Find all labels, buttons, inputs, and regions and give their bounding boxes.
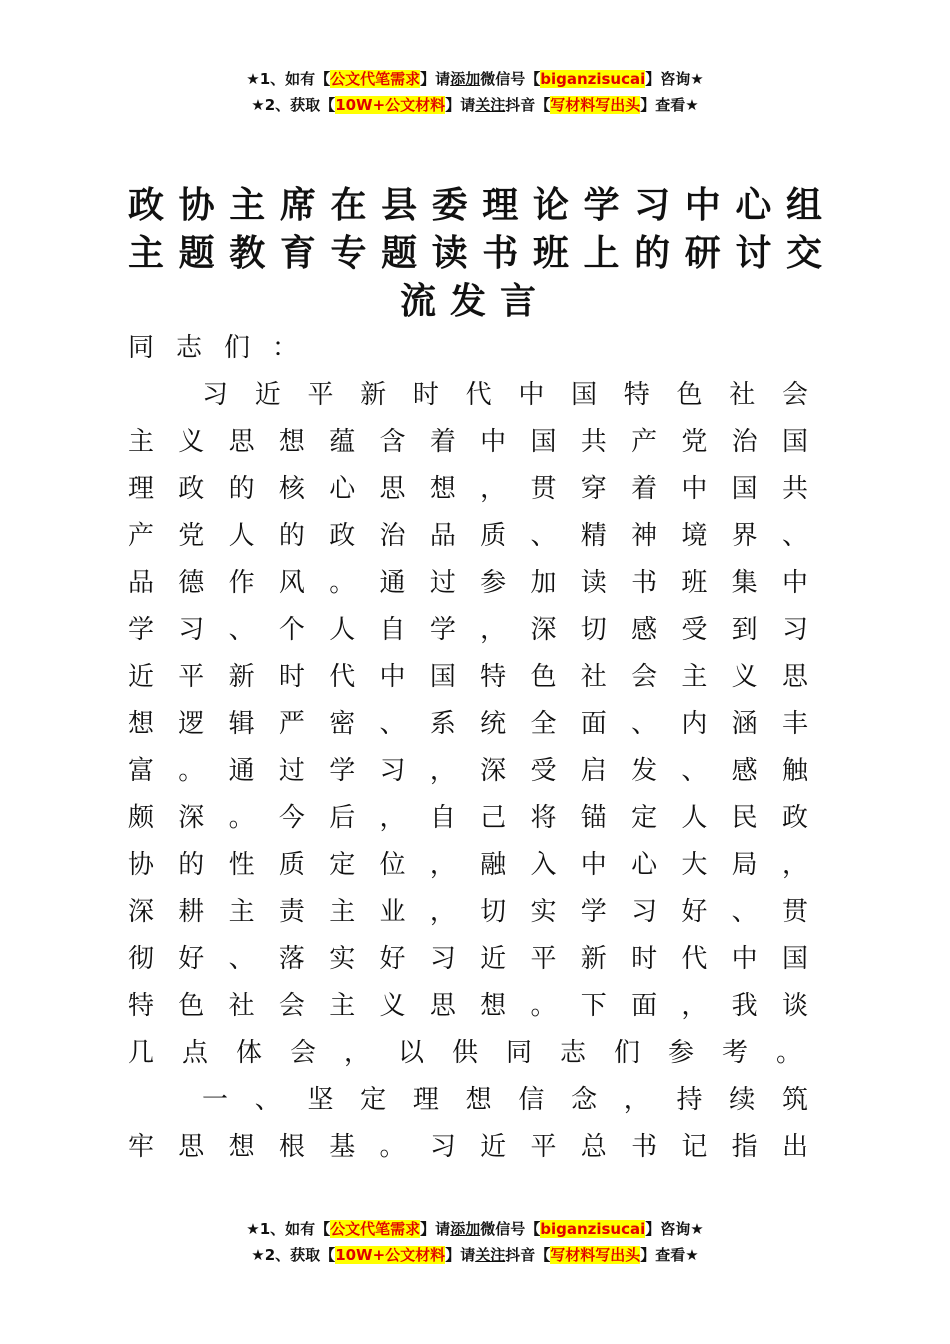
banner-highlight: 公文代笔需求 [330,1220,421,1238]
banner-highlight: 10W+公文材料 [335,1246,446,1264]
banner-text: 】请 [420,1220,451,1238]
document-title [128,182,822,326]
body-line: 学习、个人自学，深切感受到习 [128,615,808,645]
body-line: 牢思想根基。习近平总书记指出 [128,1132,808,1162]
banner-line-1 [0,1216,950,1242]
banner-text: ★2、获取【 [251,96,336,114]
body-line: 习近平新时代中国特色社会 [202,380,808,410]
body-line: 彻好、落实好习近平新时代中国 [128,944,808,974]
banner-text: 微信号【 [480,1220,541,1238]
banner-text: 】查看★ [640,1246,699,1264]
body-line: 几点体会，以供同志们参考。 [128,1038,831,1068]
banner-highlight: biganzisucai [540,70,646,88]
body-line: 想逻辑严密、系统全面、内涵丰 [128,709,808,739]
body-line: 近平新时代中国特色社会主义思 [128,662,808,692]
banner-highlight: 写材料写出头 [550,1246,641,1264]
title-line: 政协主席在县委理论学习中心组 [128,185,822,226]
banner-underline: 关注 [475,96,506,114]
banner-underline: 添加 [450,1220,481,1238]
banner-text: 】请 [445,96,476,114]
banner-text: 微信号【 [480,70,541,88]
body-line: 深耕主责主业，切实学习好、贯 [128,897,808,927]
banner-text: ★1、如有【 [246,70,331,88]
banner-line-2 [0,92,950,118]
banner-text: 】咨询★ [645,1220,704,1238]
banner-text: 】咨询★ [645,70,704,88]
body-line: 主义思想蕴含着中国共产党治国 [128,427,808,457]
section-heading-line: 一、坚定理想信念，持续筑 [202,1085,808,1115]
body-line: 特色社会主义思想。下面，我谈 [128,991,808,1021]
banner-line-2 [0,1242,950,1268]
body-line: 富。通过学习，深受启发、感触 [128,756,808,786]
banner-highlight: 公文代笔需求 [330,70,421,88]
banner-text: 抖音【 [505,96,551,114]
banner-text: 】请 [445,1246,476,1264]
footer-banner [0,1216,950,1268]
body-line: 协的性质定位，融入中心大局， [128,850,808,880]
banner-line-1 [0,66,950,92]
banner-text: ★2、获取【 [251,1246,336,1264]
header-banner [0,66,950,118]
banner-text: 抖音【 [505,1246,551,1264]
banner-text: 】查看★ [640,96,699,114]
banner-highlight: 写材料写出头 [550,96,641,114]
body-line: 产党人的政治品质、精神境界、 [128,521,808,551]
banner-text: 】请 [420,70,451,88]
banner-highlight: biganzisucai [540,1220,646,1238]
title-line: 流发言 [399,281,550,322]
banner-text: ★1、如有【 [246,1220,331,1238]
title-line: 主题教育专题读书班上的研讨交 [128,233,822,274]
document-body [128,325,831,1171]
body-line: 品德作风。通过参加读书班集中 [128,568,808,598]
banner-underline: 添加 [450,70,481,88]
body-line: 颇深。今后，自己将锚定人民政 [128,803,808,833]
banner-highlight: 10W+公文材料 [335,96,446,114]
body-line: 理政的核心思想，贯穿着中国共 [128,474,808,504]
salutation: 同志们： [128,333,321,363]
banner-underline: 关注 [475,1246,506,1264]
